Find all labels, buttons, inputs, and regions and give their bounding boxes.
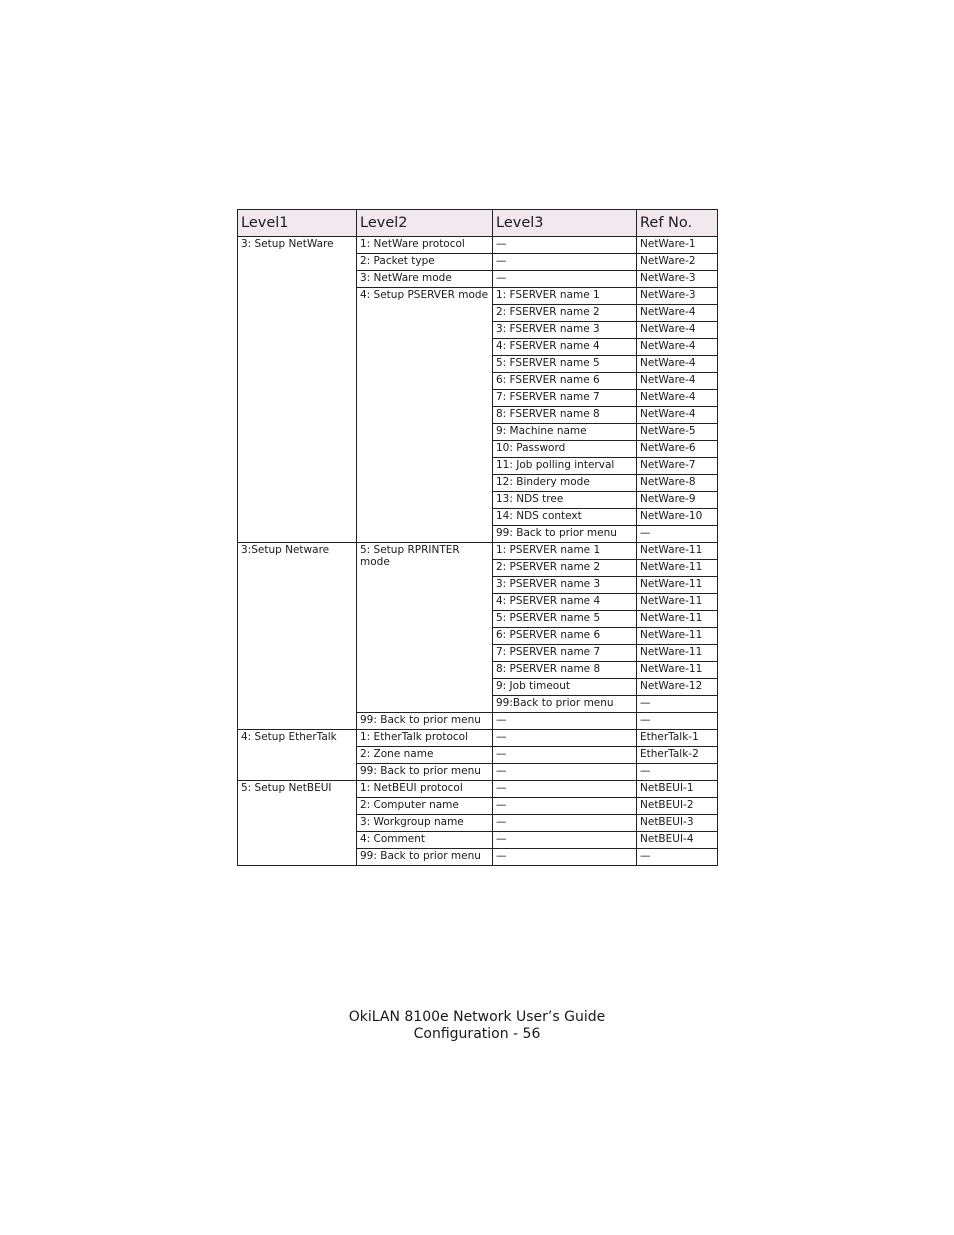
level3-cell: 10: Password <box>493 441 637 458</box>
level3-cell: 5: PSERVER name 5 <box>493 611 637 628</box>
ref-no-cell: NetWare-7 <box>637 458 718 475</box>
level3-cell: 99: Back to prior menu <box>493 526 637 543</box>
ref-no-cell: NetWare-8 <box>637 475 718 492</box>
level3-cell: 3: PSERVER name 3 <box>493 577 637 594</box>
level3-cell: 13: NDS tree <box>493 492 637 509</box>
level1-cell: 4: Setup EtherTalk <box>238 730 357 781</box>
level3-cell: 6: FSERVER name 6 <box>493 373 637 390</box>
level2-cell: 1: NetBEUI protocol <box>357 781 493 798</box>
ref-no-cell: NetBEUI-3 <box>637 815 718 832</box>
level3-cell: 14: NDS context <box>493 509 637 526</box>
level3-cell: 2: FSERVER name 2 <box>493 305 637 322</box>
header-ref-no: Ref No. <box>637 210 718 237</box>
ref-no-cell: NetBEUI-4 <box>637 832 718 849</box>
level2-cell: 1: NetWare protocol <box>357 237 493 254</box>
level2-cell: 3: NetWare mode <box>357 271 493 288</box>
ref-no-cell: NetWare-6 <box>637 441 718 458</box>
table-row <box>238 730 718 747</box>
ref-no-cell: — <box>637 696 718 713</box>
level3-cell: 7: FSERVER name 7 <box>493 390 637 407</box>
level3-cell: 4: PSERVER name 4 <box>493 594 637 611</box>
level2-cell: 99: Back to prior menu <box>357 764 493 781</box>
ref-no-cell: NetWare-11 <box>637 662 718 679</box>
level3-cell: — <box>493 832 637 849</box>
level3-cell: 1: FSERVER name 1 <box>493 288 637 305</box>
footer-document-title: OkiLAN 8100e Network User’s Guide <box>348 1009 606 1025</box>
ref-no-cell: NetWare-3 <box>637 288 718 305</box>
ref-no-cell: NetWare-10 <box>637 509 718 526</box>
level3-cell: 1: PSERVER name 1 <box>493 543 637 560</box>
level3-cell: 2: PSERVER name 2 <box>493 560 637 577</box>
level2-cell: 4: Setup PSERVER mode <box>357 288 493 543</box>
ref-no-cell: NetWare-2 <box>637 254 718 271</box>
level2-cell: 1: EtherTalk protocol <box>357 730 493 747</box>
level2-cell: 99: Back to prior menu <box>357 849 493 866</box>
ref-no-cell: NetWare-4 <box>637 339 718 356</box>
level3-cell: — <box>493 815 637 832</box>
level1-cell: 5: Setup NetBEUI <box>238 781 357 866</box>
level3-cell: — <box>493 747 637 764</box>
level3-cell: 8: FSERVER name 8 <box>493 407 637 424</box>
ref-no-cell: NetWare-4 <box>637 356 718 373</box>
level3-cell: — <box>493 798 637 815</box>
level2-cell: 2: Computer name <box>357 798 493 815</box>
table-row <box>238 237 718 254</box>
level2-cell: 5: Setup RPRINTER mode <box>357 543 493 713</box>
level2-cell: 3: Workgroup name <box>357 815 493 832</box>
ref-no-cell: NetBEUI-2 <box>637 798 718 815</box>
ref-no-cell: NetWare-9 <box>637 492 718 509</box>
level3-cell: — <box>493 764 637 781</box>
ref-no-cell: NetWare-4 <box>637 407 718 424</box>
level3-cell: 99:Back to prior menu <box>493 696 637 713</box>
ref-no-cell: NetWare-11 <box>637 594 718 611</box>
level3-cell: 6: PSERVER name 6 <box>493 628 637 645</box>
level2-cell: 99: Back to prior menu <box>357 713 493 730</box>
ref-no-cell: NetWare-1 <box>637 237 718 254</box>
ref-no-cell: NetWare-3 <box>637 271 718 288</box>
level3-cell: 4: FSERVER name 4 <box>493 339 637 356</box>
level3-cell: 12: Bindery mode <box>493 475 637 492</box>
ref-no-cell: NetWare-11 <box>637 611 718 628</box>
level2-cell: 4: Comment <box>357 832 493 849</box>
level3-cell: 9: Job timeout <box>493 679 637 696</box>
table-row <box>238 781 718 798</box>
table-row <box>238 543 718 560</box>
level3-cell: — <box>493 730 637 747</box>
menu-structure-table <box>237 209 718 866</box>
level3-cell: — <box>493 254 637 271</box>
ref-no-cell: — <box>637 849 718 866</box>
level3-cell: 5: FSERVER name 5 <box>493 356 637 373</box>
footer-page-number: Configuration - 56 <box>413 1026 541 1042</box>
ref-no-cell: — <box>637 526 718 543</box>
level1-cell: 3: Setup NetWare <box>238 237 357 543</box>
table-body <box>238 237 718 866</box>
level2-cell: 2: Packet type <box>357 254 493 271</box>
ref-no-cell: NetWare-5 <box>637 424 718 441</box>
header-level1: Level1 <box>238 210 357 237</box>
ref-no-cell: NetWare-11 <box>637 645 718 662</box>
ref-no-cell: NetWare-4 <box>637 373 718 390</box>
ref-no-cell: NetWare-11 <box>637 560 718 577</box>
ref-no-cell: NetWare-11 <box>637 628 718 645</box>
level3-cell: 7: PSERVER name 7 <box>493 645 637 662</box>
ref-no-cell: NetWare-11 <box>637 543 718 560</box>
ref-no-cell: NetWare-4 <box>637 390 718 407</box>
level1-cell: 3:Setup Netware <box>238 543 357 730</box>
level3-cell: 8: PSERVER name 8 <box>493 662 637 679</box>
ref-no-cell: NetWare-4 <box>637 322 718 339</box>
level3-cell: — <box>493 849 637 866</box>
ref-no-cell: EtherTalk-2 <box>637 747 718 764</box>
table-header-row <box>238 210 718 237</box>
level3-cell: — <box>493 237 637 254</box>
level3-cell: 9: Machine name <box>493 424 637 441</box>
ref-no-cell: NetWare-12 <box>637 679 718 696</box>
header-level3: Level3 <box>493 210 637 237</box>
ref-no-cell: — <box>637 764 718 781</box>
level3-cell: 3: FSERVER name 3 <box>493 322 637 339</box>
ref-no-cell: — <box>637 713 718 730</box>
level3-cell: — <box>493 713 637 730</box>
ref-no-cell: EtherTalk-1 <box>637 730 718 747</box>
level3-cell: — <box>493 781 637 798</box>
ref-no-cell: NetWare-4 <box>637 305 718 322</box>
ref-no-cell: NetBEUI-1 <box>637 781 718 798</box>
level3-cell: — <box>493 271 637 288</box>
ref-no-cell: NetWare-11 <box>637 577 718 594</box>
level2-cell: 2: Zone name <box>357 747 493 764</box>
header-level2: Level2 <box>357 210 493 237</box>
level3-cell: 11: Job polling interval <box>493 458 637 475</box>
